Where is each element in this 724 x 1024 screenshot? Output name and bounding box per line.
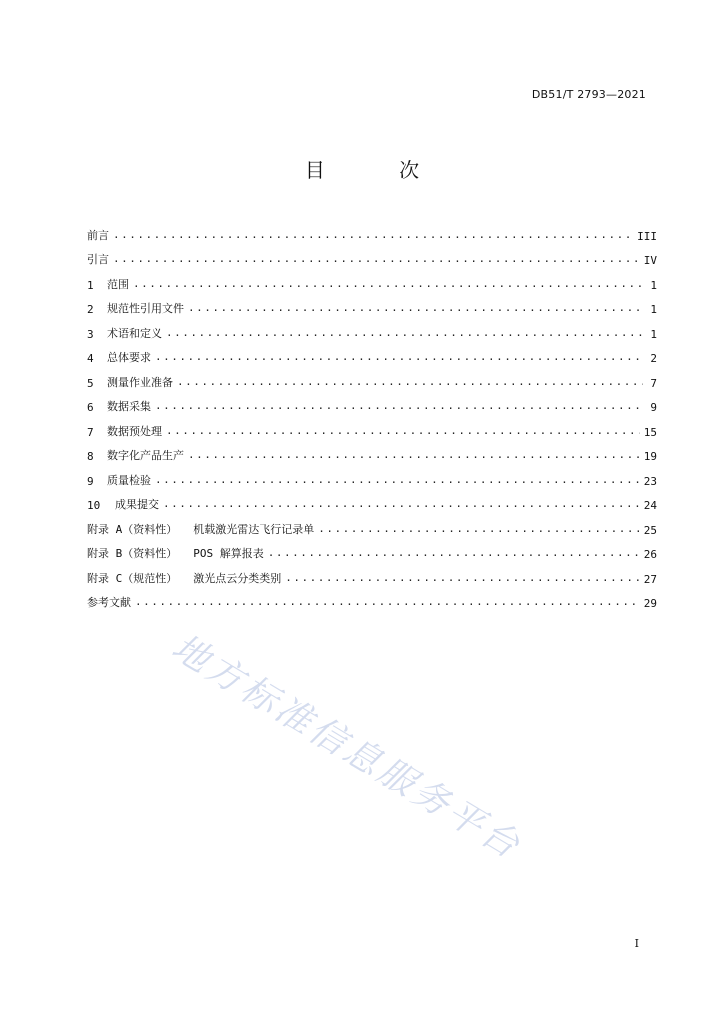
toc-dot-leader	[113, 252, 640, 265]
toc-entry[interactable]	[87, 537, 657, 562]
toc-entry-title: 数据采集	[107, 400, 151, 413]
toc-entry-title: 测量作业准备	[107, 375, 173, 389]
toc-entry-page: 1	[650, 303, 657, 316]
toc-entry-number: 1	[87, 278, 94, 292]
toc-entry-number: 7	[87, 425, 94, 439]
toc-entry-title: 引言	[87, 253, 109, 266]
toc-entry-title: 数据预处理	[107, 424, 162, 438]
toc-dot-leader	[188, 448, 640, 461]
toc-entry[interactable]	[87, 586, 657, 611]
toc-entry-number: 6	[87, 401, 94, 414]
toc-entry-number: 4	[87, 352, 94, 365]
toc-dot-leader	[285, 571, 640, 584]
toc-entry[interactable]	[87, 341, 657, 366]
page-number: I	[634, 937, 639, 950]
toc-entry-page: 24	[643, 499, 657, 512]
watermark: 地方标准信息服务平台	[164, 626, 529, 869]
toc-dot-leader	[155, 399, 643, 412]
toc-entry-page: 19	[643, 450, 657, 463]
toc-dot-leader	[155, 350, 643, 363]
toc-entry[interactable]	[87, 365, 657, 390]
toc-entry-page: 26	[643, 548, 657, 561]
toc-entry-number: 5	[87, 376, 94, 390]
toc-entry-title: 范围	[107, 277, 129, 291]
toc-dot-leader	[318, 522, 640, 535]
toc-entry[interactable]	[87, 512, 657, 537]
toc-entry[interactable]	[87, 390, 657, 415]
toc-entry[interactable]	[87, 439, 657, 464]
toc-entry[interactable]	[87, 292, 657, 317]
toc-entry-annex-label: 附录 A（资料性）	[87, 522, 178, 536]
page-title: 目 次	[304, 158, 454, 182]
toc-entry[interactable]	[87, 561, 657, 586]
toc-entry-title: 参考文献	[87, 596, 131, 609]
toc-entry-title: 总体要求	[107, 351, 151, 364]
toc-entry-title: 术语和定义	[107, 326, 162, 340]
toc-entry-number: 8	[87, 450, 94, 463]
toc-entry[interactable]	[87, 463, 657, 488]
toc-entry-page: 1	[650, 327, 657, 341]
toc-entry-page: 25	[643, 523, 657, 537]
toc-entry-title: 规范性引用文件	[107, 302, 184, 315]
toc-entry-annex-label: 附录 B（资料性）	[87, 547, 178, 560]
toc-entry[interactable]	[87, 267, 657, 292]
toc-entry-page: 15	[643, 425, 657, 439]
document-code: DB51/T 2793—2021	[531, 88, 646, 101]
toc-entry-page: 29	[643, 597, 657, 610]
table-of-contents	[87, 218, 657, 610]
toc-entry-number: 3	[87, 327, 94, 341]
toc-entry-title: 前言	[87, 228, 109, 242]
toc-entry-page: 23	[643, 474, 657, 488]
toc-dot-leader	[163, 497, 640, 510]
toc-entry[interactable]	[87, 316, 657, 341]
toc-entry-number: 9	[87, 474, 94, 488]
toc-dot-leader	[113, 228, 633, 241]
toc-entry[interactable]	[87, 218, 657, 243]
toc-dot-leader	[166, 424, 640, 437]
toc-dot-leader	[188, 301, 643, 314]
toc-entry-number: 2	[87, 303, 94, 316]
toc-dot-leader	[155, 473, 640, 486]
toc-entry-title: POS 解算报表	[193, 547, 264, 560]
toc-entry-title: 机载激光雷达飞行记录单	[193, 522, 315, 536]
toc-entry-title: 数字化产品生产	[107, 449, 184, 462]
toc-entry-page: 2	[650, 352, 657, 365]
toc-entry[interactable]	[87, 243, 657, 268]
toc-entry-title: 成果提交	[115, 498, 159, 511]
toc-dot-leader	[135, 595, 640, 608]
toc-entry-page: III	[637, 229, 657, 243]
toc-entry[interactable]	[87, 488, 657, 513]
toc-entry-page: 27	[643, 572, 657, 586]
toc-entry-page: IV	[643, 254, 657, 267]
toc-dot-leader	[166, 326, 643, 339]
toc-dot-leader	[133, 277, 643, 290]
toc-entry-annex-label: 附录 C（规范性）	[87, 571, 178, 585]
toc-entry-title: 质量检验	[107, 473, 151, 487]
toc-entry[interactable]	[87, 414, 657, 439]
toc-entry-page: 1	[650, 278, 657, 292]
toc-entry-page: 9	[650, 401, 657, 414]
toc-dot-leader	[268, 546, 640, 559]
toc-entry-page: 7	[650, 376, 657, 390]
toc-dot-leader	[177, 375, 643, 388]
toc-entry-title: 激光点云分类类别	[193, 571, 282, 585]
toc-entry-number: 10	[87, 499, 101, 512]
